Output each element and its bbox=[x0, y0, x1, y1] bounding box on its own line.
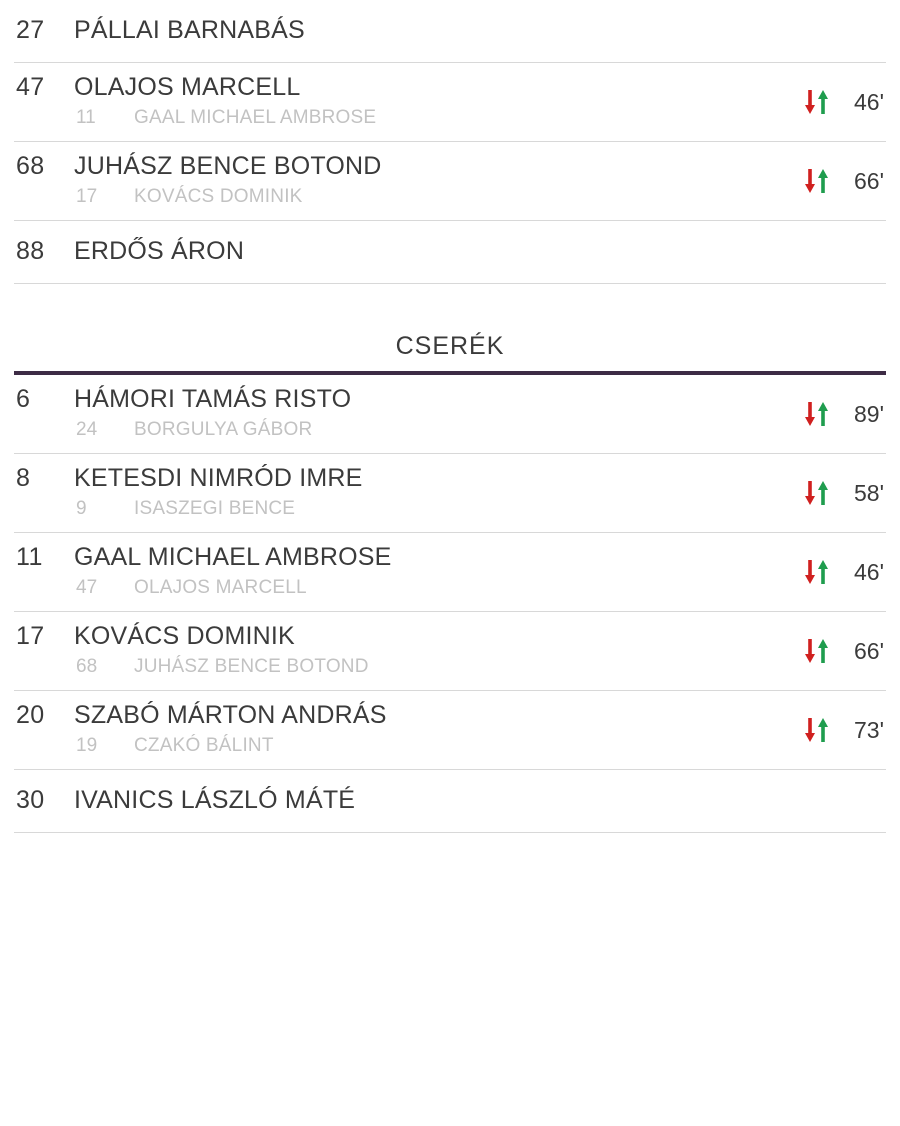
sub-player-number: 68 bbox=[76, 656, 98, 677]
player-number: 8 bbox=[16, 464, 31, 492]
player-number: 88 bbox=[16, 237, 45, 265]
substitution-detail bbox=[74, 575, 886, 601]
arrow-down-icon bbox=[804, 168, 816, 194]
table-row[interactable] bbox=[14, 142, 886, 221]
substitution-marker bbox=[804, 559, 884, 585]
sub-player-name: GAAL MICHAEL AMBROSE bbox=[134, 107, 377, 128]
substitution-arrows-icon bbox=[804, 168, 829, 194]
table-row[interactable] bbox=[14, 375, 886, 454]
substitution-arrows-icon bbox=[804, 480, 829, 506]
substitution-minute: 89' bbox=[854, 401, 884, 427]
substitution-marker bbox=[804, 480, 884, 506]
sub-player-name: CZAKÓ BÁLINT bbox=[134, 735, 274, 756]
sub-player-name: JUHÁSZ BENCE BOTOND bbox=[134, 656, 369, 677]
table-row[interactable] bbox=[14, 691, 886, 770]
substitution-detail bbox=[74, 733, 886, 759]
arrow-down-icon bbox=[804, 717, 816, 743]
substitution-arrows-icon bbox=[804, 717, 829, 743]
substitution-marker bbox=[804, 638, 884, 664]
table-row[interactable] bbox=[14, 63, 886, 142]
sub-player-name: BORGULYA GÁBOR bbox=[134, 419, 313, 440]
substitution-minute: 73' bbox=[854, 717, 884, 743]
sub-player-name: KOVÁCS DOMINIK bbox=[134, 186, 303, 207]
table-row[interactable] bbox=[14, 533, 886, 612]
arrow-up-icon bbox=[817, 89, 829, 115]
table-row[interactable] bbox=[14, 454, 886, 533]
substitution-minute: 66' bbox=[854, 168, 884, 194]
substitution-minute: 58' bbox=[854, 480, 884, 506]
player-name: ERDŐS ÁRON bbox=[74, 237, 245, 265]
substitution-arrows-icon bbox=[804, 89, 829, 115]
arrow-down-icon bbox=[804, 559, 816, 585]
arrow-down-icon bbox=[804, 480, 816, 506]
substitutes-list bbox=[14, 375, 886, 833]
substitutes-section bbox=[14, 332, 886, 375]
sub-player-number: 11 bbox=[76, 107, 96, 128]
player-number: 30 bbox=[16, 786, 45, 814]
table-row[interactable] bbox=[14, 0, 886, 63]
arrow-down-icon bbox=[804, 638, 816, 664]
sub-player-number: 19 bbox=[76, 735, 98, 756]
substitution-marker bbox=[804, 401, 884, 427]
substitution-arrows-icon bbox=[804, 559, 829, 585]
arrow-down-icon bbox=[804, 401, 816, 427]
arrow-up-icon bbox=[817, 401, 829, 427]
sub-player-name: ISASZEGI BENCE bbox=[134, 498, 296, 519]
table-row[interactable] bbox=[14, 221, 886, 284]
substitution-detail bbox=[74, 654, 886, 680]
substitution-detail bbox=[74, 496, 886, 522]
substitution-arrows-icon bbox=[804, 638, 829, 664]
sub-player-number: 24 bbox=[76, 419, 98, 440]
arrow-down-icon bbox=[804, 89, 816, 115]
player-name: GAAL MICHAEL AMBROSE bbox=[74, 543, 392, 571]
substitution-minute: 46' bbox=[854, 89, 884, 115]
substitution-arrows-icon bbox=[804, 401, 829, 427]
player-number: 27 bbox=[16, 16, 45, 44]
substitution-marker bbox=[804, 89, 884, 115]
substitution-marker bbox=[804, 168, 884, 194]
player-name: SZABÓ MÁRTON ANDRÁS bbox=[74, 701, 387, 729]
section-title: CSERÉK bbox=[395, 332, 505, 360]
arrow-up-icon bbox=[817, 480, 829, 506]
player-name: KOVÁCS DOMINIK bbox=[74, 622, 295, 650]
player-name: JUHÁSZ BENCE BOTOND bbox=[74, 152, 382, 180]
starters-list bbox=[14, 0, 886, 284]
sub-player-number: 9 bbox=[76, 498, 87, 519]
player-name: PÁLLAI BARNABÁS bbox=[74, 16, 305, 44]
arrow-up-icon bbox=[817, 559, 829, 585]
substitution-detail bbox=[74, 105, 886, 131]
table-row[interactable] bbox=[14, 770, 886, 833]
table-row[interactable] bbox=[14, 612, 886, 691]
player-number: 68 bbox=[16, 152, 45, 180]
arrow-up-icon bbox=[817, 168, 829, 194]
substitution-detail bbox=[74, 417, 886, 443]
substitution-minute: 66' bbox=[854, 638, 884, 664]
player-name: HÁMORI TAMÁS RISTO bbox=[74, 385, 352, 413]
substitution-detail bbox=[74, 184, 886, 210]
substitution-marker bbox=[804, 717, 884, 743]
player-name: KETESDI NIMRÓD IMRE bbox=[74, 464, 363, 492]
player-name: OLAJOS MARCELL bbox=[74, 73, 301, 101]
player-number: 47 bbox=[16, 73, 45, 101]
sub-player-number: 47 bbox=[76, 577, 98, 598]
player-number: 11 bbox=[16, 543, 43, 571]
player-number: 20 bbox=[16, 701, 45, 729]
sub-player-name: OLAJOS MARCELL bbox=[134, 577, 307, 598]
player-number: 6 bbox=[16, 385, 31, 413]
arrow-up-icon bbox=[817, 638, 829, 664]
player-number: 17 bbox=[16, 622, 45, 650]
player-name: IVANICS LÁSZLÓ MÁTÉ bbox=[74, 786, 356, 814]
substitution-minute: 46' bbox=[854, 559, 884, 585]
arrow-up-icon bbox=[817, 717, 829, 743]
sub-player-number: 17 bbox=[76, 186, 98, 207]
